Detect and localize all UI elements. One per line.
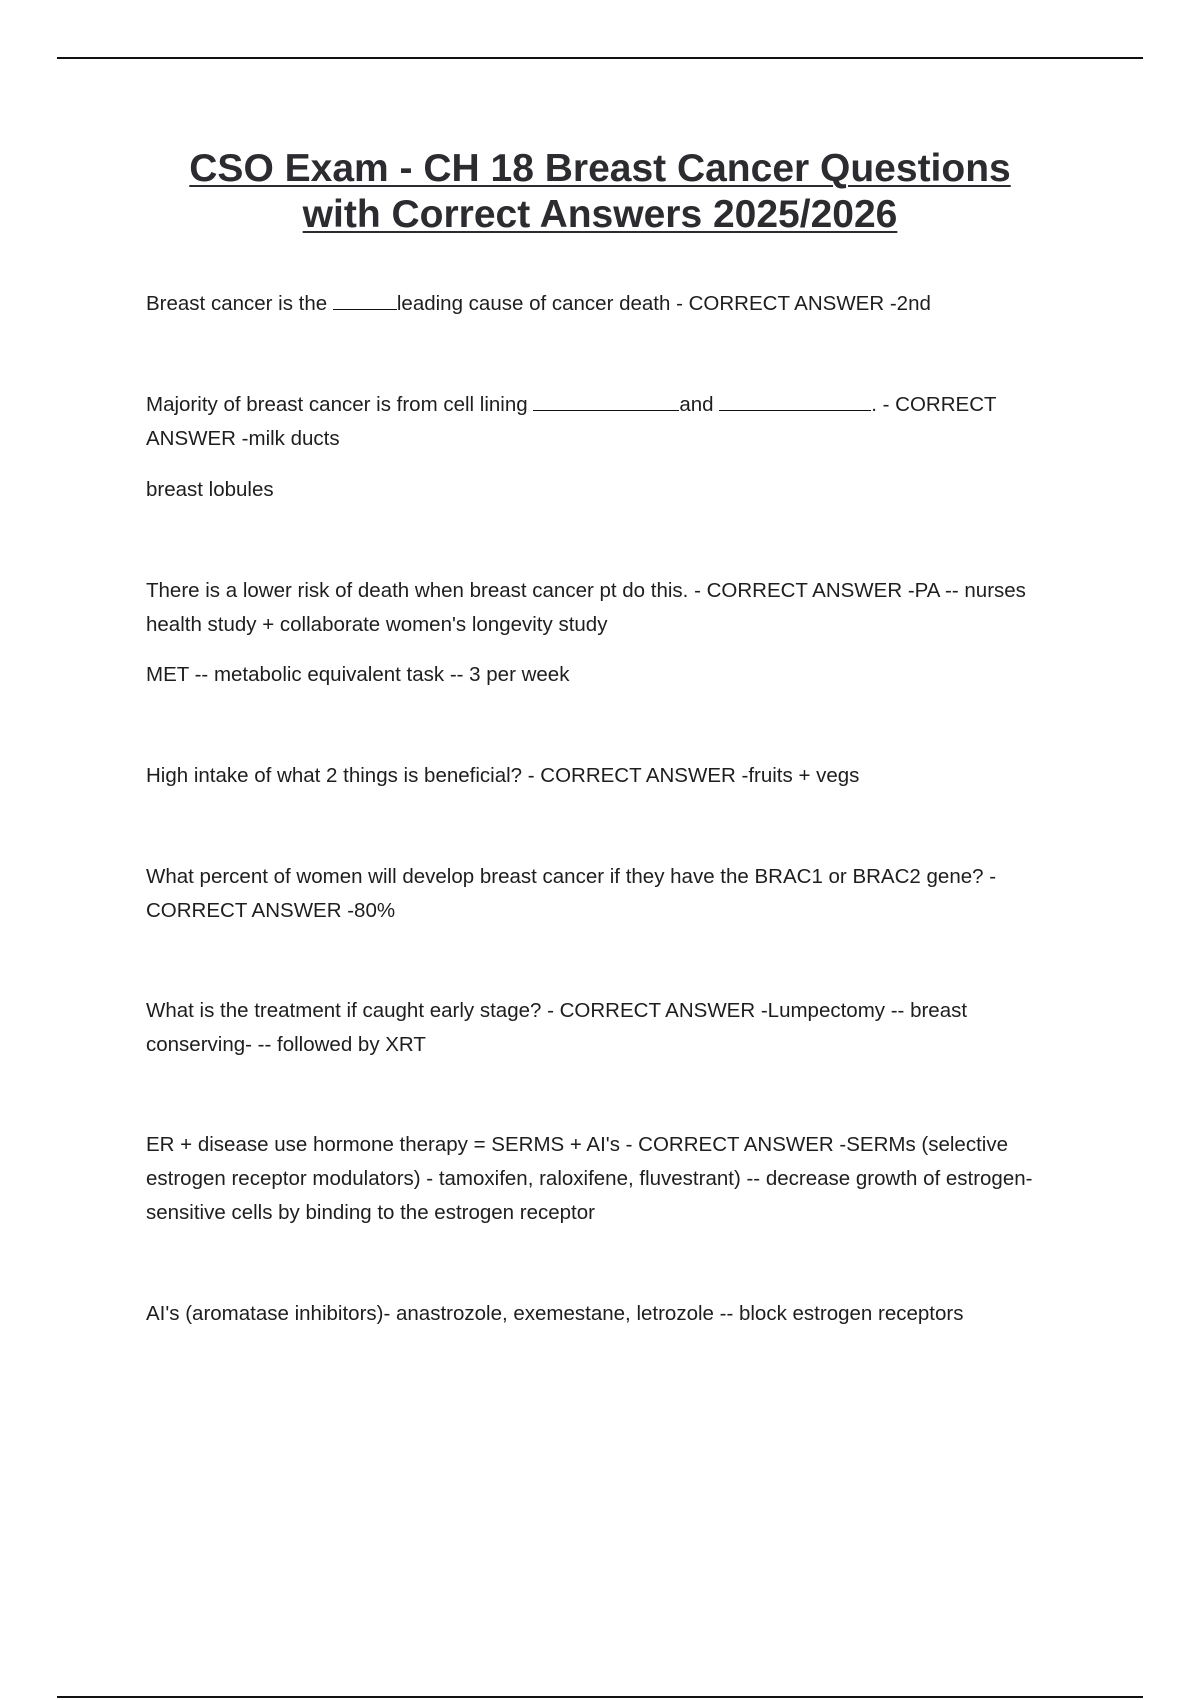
qa-item-5: What percent of women will develop breast cancer if they have the BRAC1 or BRAC2 gene? - CORRECT ANSWER -80% bbox=[146, 865, 997, 922]
fill-blank-2a bbox=[533, 388, 679, 411]
qa-item-4: High intake of what 2 things is beneficial? - CORRECT ANSWER -fruits + vegs bbox=[146, 764, 860, 787]
qa-item-1 bbox=[146, 287, 1076, 321]
qa-item-2 bbox=[146, 388, 1076, 456]
qa-2-question-mid: and bbox=[679, 393, 720, 416]
qa-item-7: ER + disease use hormone therapy = SERMS + AI's - CORRECT ANSWER -SERMs (selective estrogen receptor modulators) - tamoxifen, raloxifene, fluvestrant) -- decrease growth of estrogen-sensitive cells by binding to the estrogen receptor bbox=[146, 1133, 1033, 1224]
title-line-1: CSO Exam - CH 18 Breast Cancer Questions bbox=[189, 147, 1011, 190]
title-line-2: with Correct Answers 2025/2026 bbox=[302, 193, 898, 236]
qa-2-question-end: . - CORRECT ANSWER -milk ducts bbox=[146, 393, 997, 450]
qa-item-3: There is a lower risk of death when breast cancer pt do this. - CORRECT ANSWER -PA -- nurses health study + collaborate women's longevity study bbox=[146, 579, 1026, 636]
page-title bbox=[0, 146, 1200, 238]
qa-item-8: AI's (aromatase inhibitors)- anastrozole, exemestane, letrozole -- block estrogen receptors bbox=[146, 1302, 964, 1325]
top-rule bbox=[57, 57, 1143, 59]
qa-2-question-start: Majority of breast cancer is from cell lining bbox=[146, 393, 534, 416]
qa-item-3-extra: MET -- metabolic equivalent task -- 3 per week bbox=[146, 663, 570, 686]
fill-blank-1 bbox=[333, 287, 397, 310]
qa-1-question-end: leading cause of cancer death - CORRECT ANSWER -2nd bbox=[396, 292, 931, 315]
qa-item-2-extra: breast lobules bbox=[146, 478, 274, 501]
fill-blank-2b bbox=[719, 388, 871, 411]
qa-item-6: What is the treatment if caught early stage? - CORRECT ANSWER -Lumpectomy -- breast conserving- -- followed by XRT bbox=[146, 999, 968, 1056]
qa-1-question-start: Breast cancer is the bbox=[146, 292, 333, 315]
bottom-rule bbox=[57, 1696, 1143, 1698]
